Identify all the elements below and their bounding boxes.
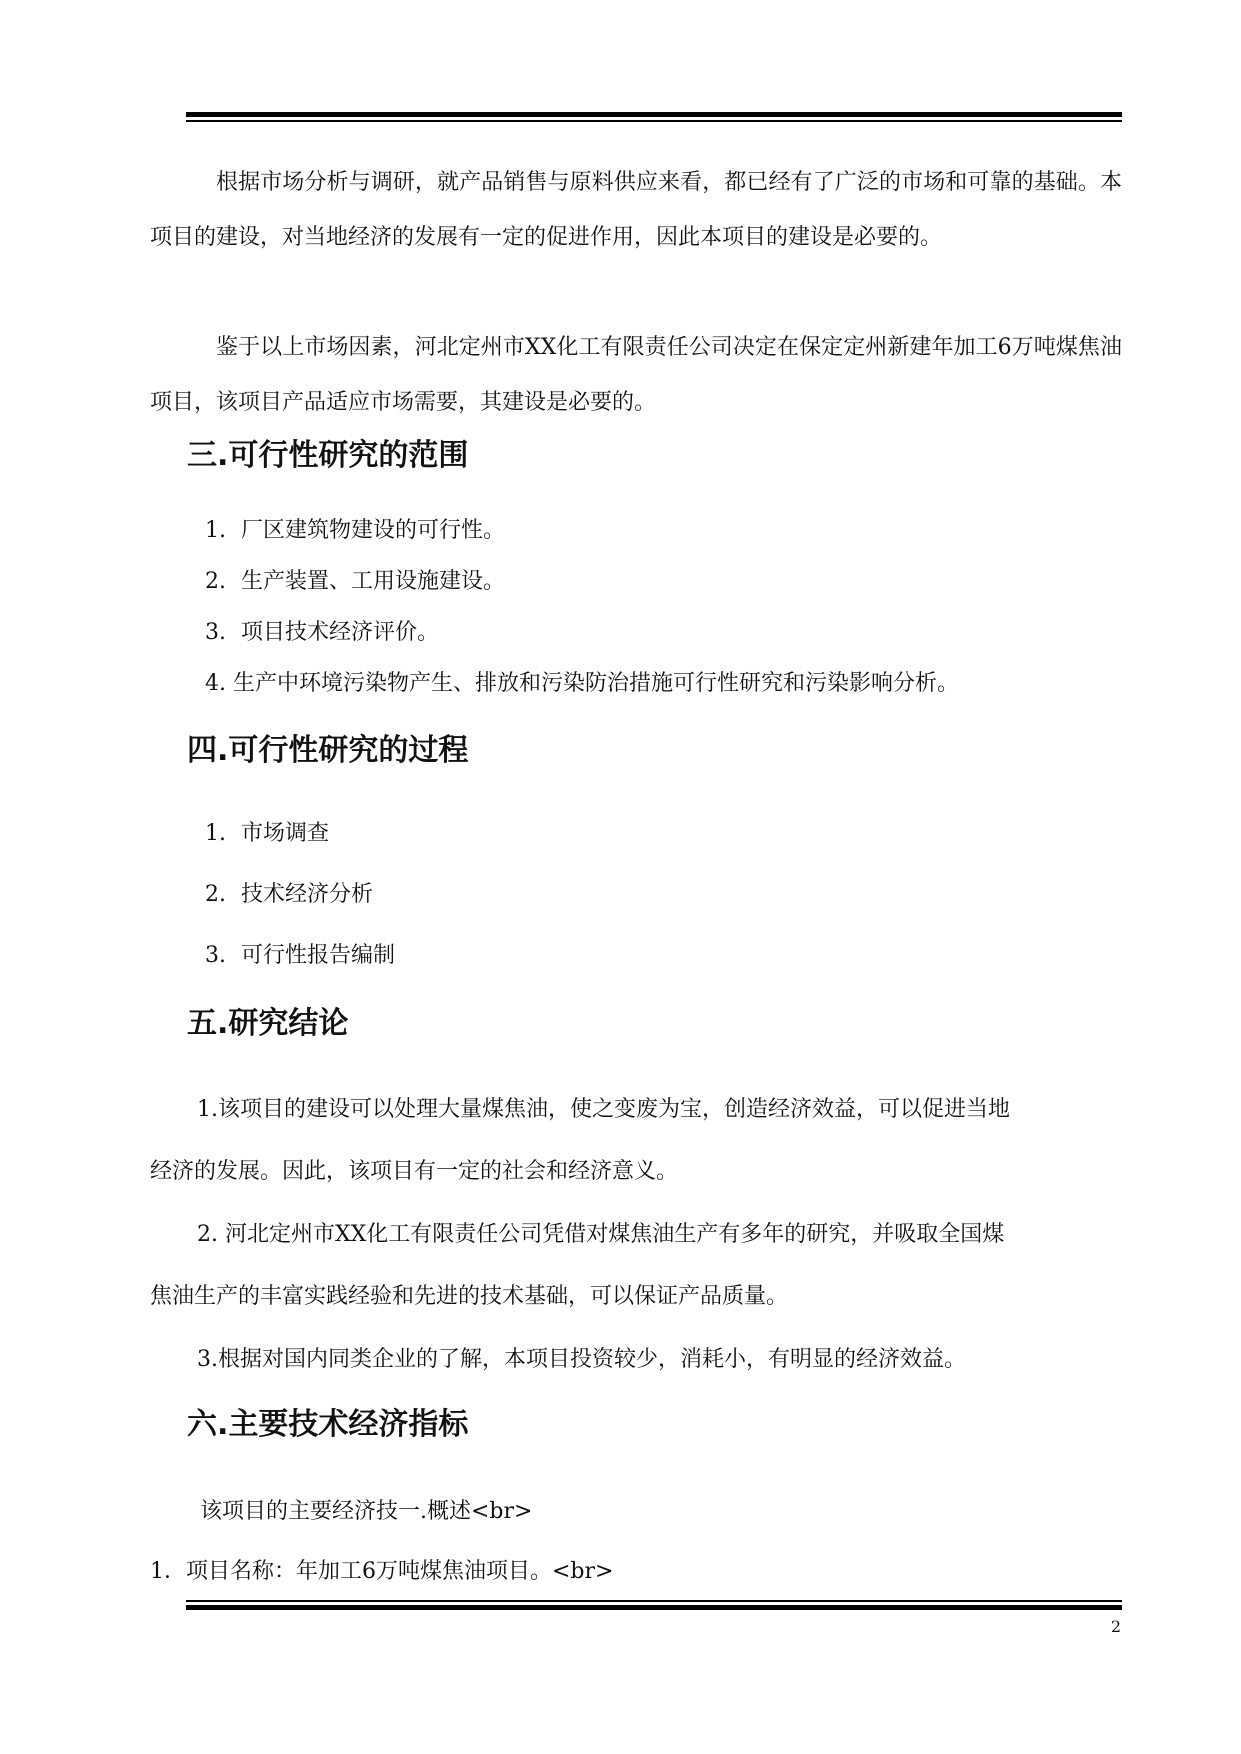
conclusion-3: 3.根据对国内同类企业的了解，本项目投资较少，消耗小，有明显的经济效益。 — [197, 1347, 966, 1372]
list-item-text: 技术经济分析 — [241, 882, 374, 907]
conclusion-2-line-2: 焦油生产的丰富实践经验和先进的技术基础，可以保证产品质量。 — [150, 1284, 789, 1309]
conclusion-1-line-2: 经济的发展。因此，该项目有一定的社会和经济意义。 — [150, 1159, 679, 1184]
intro-paragraph-1: 根据市场分析与调研，就产品销售与原料供应来看，都已经有了广泛的市场和可靠的基础。本项目的建设，对当地经济的发展有一定的促进作用，因此本项目的建设是必要的。 — [150, 170, 1122, 250]
section-6-line-1: 该项目的主要经济技一.概述<br> — [200, 1499, 533, 1524]
section-6-heading: 六.主要技术经济指标 — [187, 1407, 469, 1442]
list-item-number: 2. — [205, 882, 226, 907]
list-item-number: 3. — [205, 620, 226, 645]
section-4-heading: 四.可行性研究的过程 — [187, 733, 469, 768]
list-item — [205, 618, 439, 648]
list-item-number: 2. — [205, 569, 226, 594]
conclusion-2-line-1: 2. 河北定州市XX化工有限责任公司凭借对煤焦油生产有多年的研究，并吸取全国煤 — [197, 1222, 1005, 1247]
list-item — [205, 567, 505, 597]
header-rule — [186, 112, 1122, 122]
intro-paragraph-2: 鉴于以上市场因素，河北定州市XX化工有限责任公司决定在保定定州新建年加工6万吨煤焦油项目，该项目产品适应市场需要，其建设是必要的。 — [150, 335, 1122, 415]
list-item — [205, 819, 329, 849]
list-item-text: 项目技术经济评价。 — [241, 620, 440, 645]
list-item-text: 市场调查 — [241, 821, 330, 846]
footer-rule — [186, 1600, 1122, 1610]
list-item-text: 厂区建筑物建设的可行性。 — [241, 518, 506, 543]
list-item-text: 生产装置、工用设施建设。 — [241, 569, 506, 594]
page-number: 2 — [1110, 1617, 1121, 1636]
list-item — [205, 941, 395, 971]
section-6-line-2: 1．项目名称：年加工6万吨煤焦油项目。<br> — [150, 1559, 614, 1584]
section-5-heading: 五.研究结论 — [187, 1006, 349, 1041]
list-item-number: 1. — [205, 518, 226, 543]
list-item-number: 1. — [205, 821, 226, 846]
section-3-heading: 三.可行性研究的范围 — [187, 438, 469, 473]
list-item — [205, 880, 373, 910]
list-item — [205, 516, 505, 546]
list-item: 4. 生产中环境污染物产生、排放和污染防治措施可行性研究和污染影响分析。 — [205, 671, 959, 696]
conclusion-1-line-1: 1.该项目的建设可以处理大量煤焦油，使之变废为宝，创造经济效益，可以促进当地 — [197, 1097, 1010, 1122]
list-item-number: 3. — [205, 943, 226, 968]
list-item-text: 可行性报告编制 — [241, 943, 396, 968]
